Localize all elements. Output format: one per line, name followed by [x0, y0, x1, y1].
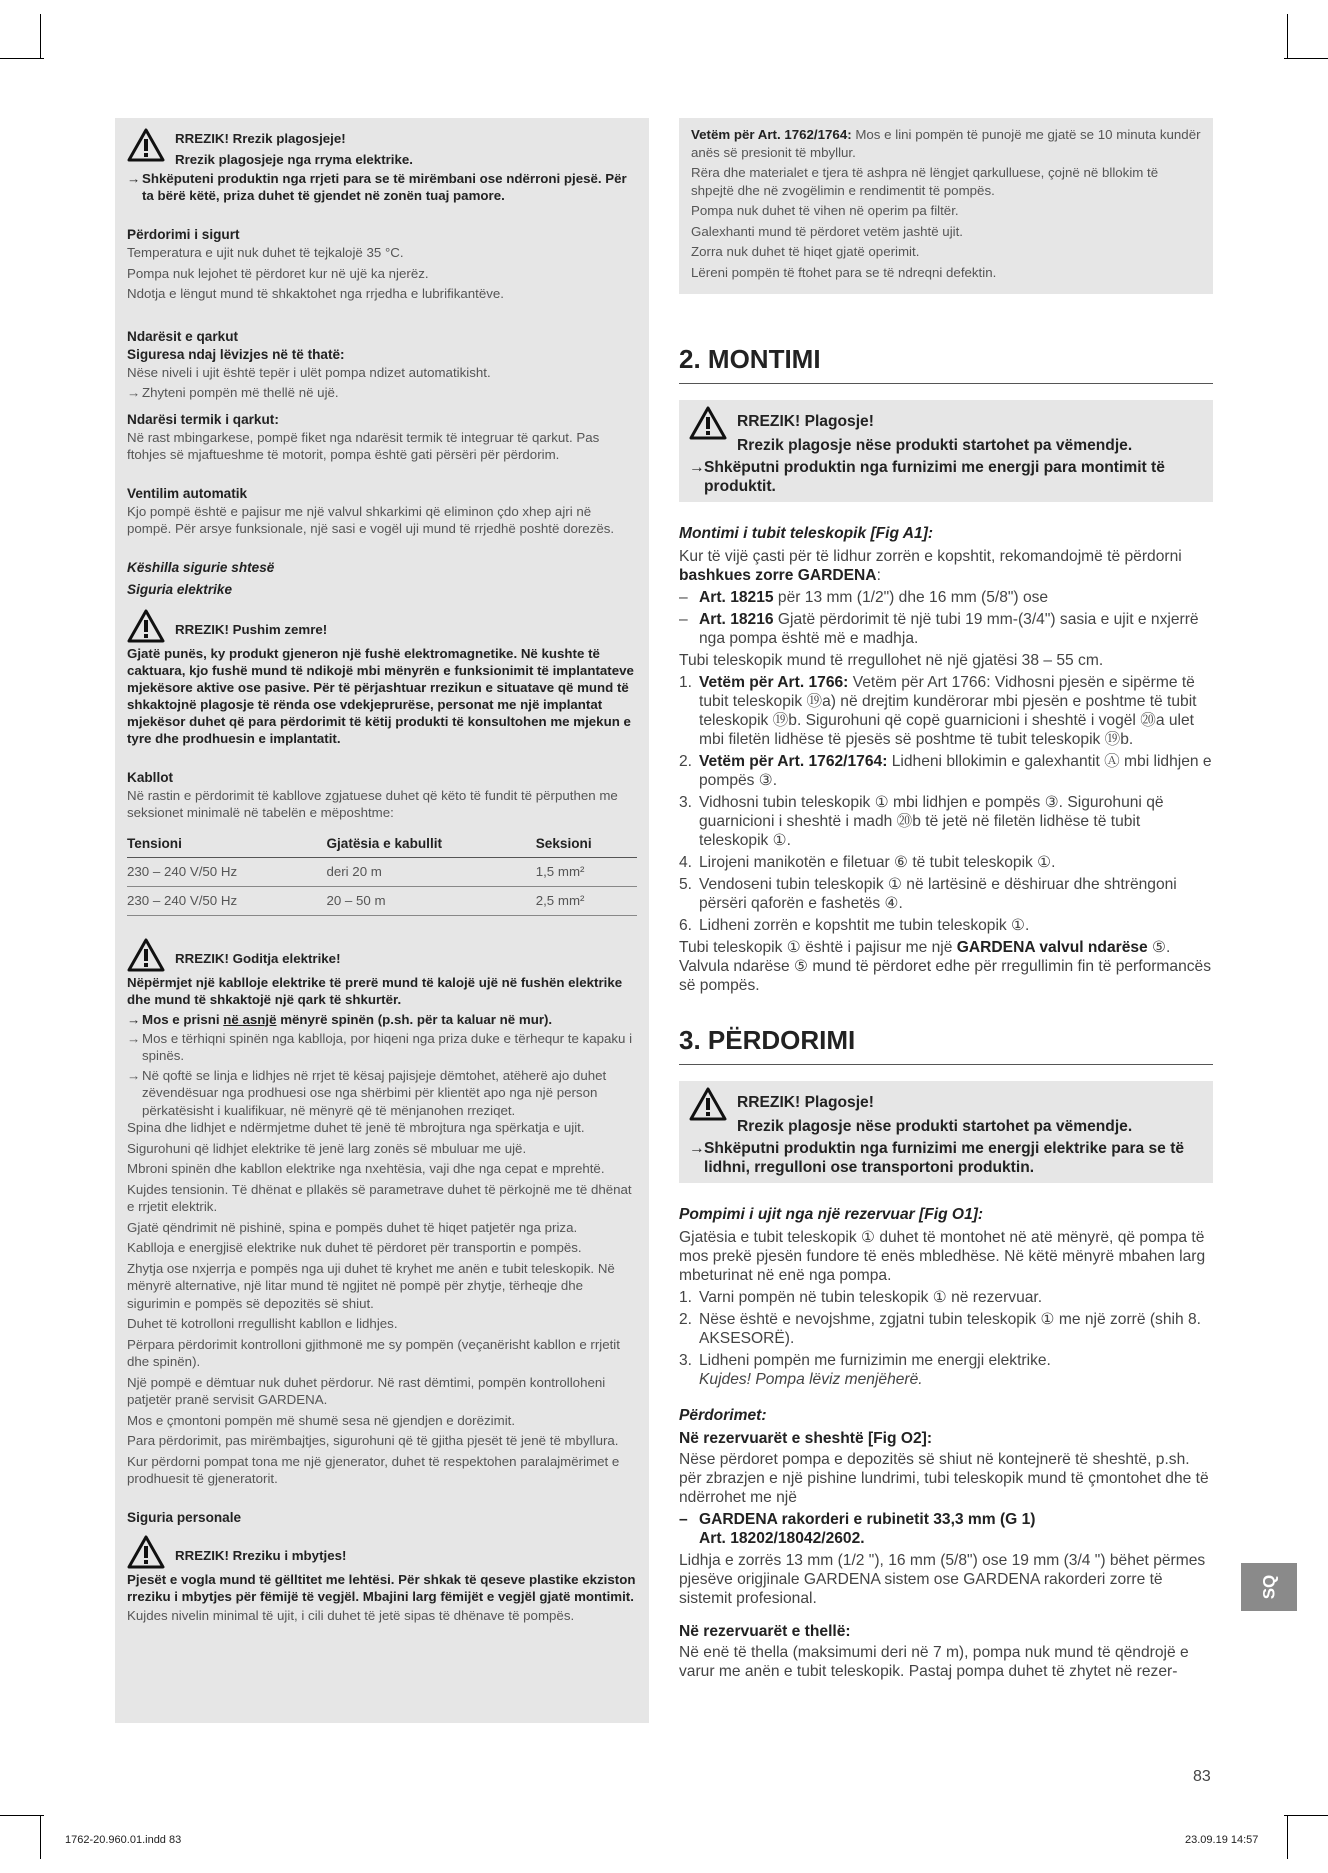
- table-header: Gjatësia e kabullit: [326, 830, 535, 858]
- table-cell: 230 – 240 V/50 Hz: [127, 886, 326, 915]
- warning-action: → Shkëputni produktin nga furnizimi me energji para montimit të produktit.: [689, 459, 1165, 495]
- warning-block: [127, 609, 637, 643]
- text-paragraph: Kjo pompë është e pajisur me një valvul shkarkimi që eliminon çdo xhep ajri në pompë. Për arsye funksionale, një sasi e vogël uji mund të rrjedhë poshtë dorezës.: [127, 503, 615, 536]
- arrow-icon: →: [127, 171, 141, 186]
- warning-action: → Mos e prisni në asnjë mënyrë spinën (p.sh. për ta kaluar në mur).: [127, 1011, 553, 1027]
- list-item: 3. Lidheni pompën me furnizimin me energji elektrike. Kujdes! Pompa lëviz menjëherë.: [679, 1352, 1051, 1388]
- text-line: Zorra nuk duhet të hiqet gjatë operimit.: [691, 244, 920, 259]
- sub-heading: Në rezervuarët e sheshtë [Fig O2]:: [679, 1430, 933, 1447]
- crop-mark: [1284, 58, 1328, 59]
- right-column: [679, 118, 1213, 1681]
- cable-table: [127, 830, 637, 916]
- rule-line: Spina dhe lidhjet e ndërmjetme duhet të jenë të mbrojtura nga spërkatja e ujit.: [127, 1120, 585, 1135]
- crop-mark: [1284, 1815, 1328, 1816]
- section-title: 2. MONTIMI: [679, 344, 1213, 384]
- table-header: Tensioni: [127, 830, 326, 858]
- rule-line: Sigurohuni që lidhjet elektrike të jenë larg zonës së mbuluar me ujë.: [127, 1140, 527, 1156]
- table-header: Seksioni: [536, 830, 637, 858]
- warning-subtitle: Rrezik plagosje nëse produkti startohet pa vëmendje.: [737, 437, 1133, 454]
- crop-mark: [40, 1815, 41, 1859]
- text-paragraph: Tubi teleskopik ① është i pajisur me një GARDENA valvul ndarëse ⑤. Valvula ndarëse ⑤ mund të përdoret edhe për rregullimin fin të performancës së pompës.: [679, 939, 1212, 994]
- footer-file-name: 1762-20.960.01.indd 83: [65, 1834, 182, 1846]
- warning-triangle-icon: [689, 1087, 727, 1121]
- text-line: Ndotja e lëngut mund të shkaktohet nga rrjedha e lubrifikantëve.: [127, 286, 504, 301]
- warning-block: [127, 938, 637, 972]
- list-item: 1. Varni pompën në tubin teleskopik ① në rezervuar.: [679, 1289, 1043, 1306]
- crop-mark: [0, 58, 44, 59]
- crop-mark: [1287, 1815, 1288, 1859]
- rule-line: Përpara përdorimit kontrolloni gjithmonë me sy pompën (veçanërisht kabllon e rrjetit dhe spinën).: [127, 1336, 620, 1369]
- rule-line: Kablloja e energjisë elektrike nuk duhet të përdoret për transportin e pompës.: [127, 1240, 582, 1255]
- warning-title: RREZIK! Goditja elektrike!: [175, 950, 341, 966]
- warning-title: RREZIK! Rrezik plagosjeje!: [175, 131, 346, 146]
- notice-box: Vetëm për Art. 1762/1764: Mos e lini pompën të punojë me gjatë se 10 minuta kundër anës së presionit të mbyllur. Rëra dhe materialet e tjera të ashpra në lëngjet qarkulluese, çojnë në bllokim të shpejtë dhe në zvogëlimin e rendimentit të pompës. Pompa nuk duhet të vihen në operim pa filtër. Galexhanti mund të përdoret vetëm jashtë ujit. Zorra nuk duhet të hiqet gjatë operimit. Lëreni pompën të ftohet para se të ndreqni defektin.: [679, 118, 1213, 294]
- rule-line: Një pompë e dëmtuar nuk duhet përdorur. Në rast dëmtimi, pompën kontrolloheni patjetër pranë servisit GARDENA.: [127, 1374, 606, 1407]
- warning-triangle-icon: [689, 406, 727, 440]
- text-line: Rëra dhe materialet e tjera të ashpra në lëngjet qarkulluese, çojnë në bllokim të shpejtë dhe në zvogëlimin e rendimentit të pompës.: [691, 165, 1159, 198]
- text-paragraph: Në enë të thella (maksimumi deri në 7 m), pompa nuk mund të qëndrojë e varur me anën e tubit teleskopik. Pastaj pompa duhet të zhytet në rezer-: [679, 1644, 1189, 1680]
- section-heading: Siguria elektrike: [127, 581, 233, 597]
- warning-title: RREZIK! Plagosje!: [737, 1094, 874, 1111]
- text-line: Galexhanti mund të përdoret vetëm jashtë ujit.: [691, 223, 963, 239]
- sub-heading: Ndarësi termik i qarkut:: [127, 411, 279, 427]
- table-cell: 2,5 mm²: [536, 886, 637, 915]
- list-item: 5. Vendoseni tubin teleskopik ① në lartësinë e dëshiruar dhe shtrëngoni përsëri qaforën e fashetës ④.: [679, 876, 1177, 912]
- section-heading: Kabllot: [127, 769, 174, 785]
- list-item: – GARDENA rakorderi e rubinetit 33,3 mm (G 1) Art. 18202/18042/2602.: [679, 1511, 1036, 1547]
- rule-line: Kujdes tensionin. Të dhënat e pllakës së parametrave duhet të përkojnë me të dhënat e rrjetit elektrik.: [127, 1181, 632, 1214]
- list-item: – Art. 18215 për 13 mm (1/2") dhe 16 mm (5/8") ose: [679, 589, 1049, 606]
- table-cell: 1,5 mm²: [536, 857, 637, 886]
- text-line: Tubi teleskopik mund të rregullohet në një gjatësi 38 – 55 cm.: [679, 652, 1104, 669]
- sub-heading: Siguresa ndaj lëvizjes në të thatë:: [127, 346, 345, 362]
- warning-block: [127, 128, 637, 168]
- section-heading: Siguria personale: [127, 1509, 242, 1525]
- section-heading: Përdorimi i sigurt: [127, 227, 240, 242]
- warning-text: Pjesët e vogla mund të gëlltitet me lehtësi. Për shkak të qeseve plastike ekziston rreziku i mbytjes për fëmijë të vegjël. Mbajini larg fëmijët e vegjël gjatë montimit.: [127, 1571, 636, 1604]
- sub-heading: Pompimi i ujit nga një rezervuar [Fig O1]:: [679, 1206, 984, 1223]
- text-line: Nëse niveli i ujit është tepër i ulët pompa ndizet automatikisht.: [127, 364, 491, 380]
- text-line: Lëreni pompën të ftohet para se të ndreqni defektin.: [691, 264, 997, 280]
- text-line: Temperatura e ujit nuk duhet të tejkalojë 35 °C.: [127, 245, 404, 260]
- sub-heading: Montimi i tubit teleskopik [Fig A1]:: [679, 525, 934, 542]
- table-row: [127, 886, 637, 915]
- rule-line: Kur përdorni pompat tona me një gjenerator, duhet të respektohen paralajmërimet e prodhuesit të gjeneratorit.: [127, 1453, 620, 1486]
- section-heading: Ventilim automatik: [127, 485, 248, 501]
- table-cell: deri 20 m: [326, 857, 535, 886]
- rule-line: Gjatë qëndrimit në pishinë, spina e pompës duhet të hiqet patjetër nga priza.: [127, 1219, 578, 1235]
- text-paragraph: Kur të vijë çasti për të lidhur zorrën e kopshtit, rekomandojmë të përdorni bashkues zorre GARDENA:: [679, 548, 1182, 584]
- action-line: → Mos e tërhiqni spinën nga kablloja, por hiqeni nga priza duke e tërhequr te kapaku i spinës.: [127, 1030, 633, 1063]
- table-cell: 20 – 50 m: [326, 886, 535, 915]
- list-item: 6. Lidheni zorrën e kopshtit me tubin teleskopik ①.: [679, 917, 1030, 934]
- rule-line: Duhet të kotrolloni rregullisht kabllon e lidhjes.: [127, 1316, 398, 1331]
- warning-subtitle: Rrezik plagosjeje nga rryma elektrike.: [175, 152, 413, 167]
- rule-line: Mbroni spinën dhe kabllon elektrike nga nxehtësia, vaji dhe nga cepat e mprehtë.: [127, 1161, 605, 1176]
- text-line: Pompa nuk duhet të vihen në operim pa filtër.: [691, 203, 959, 218]
- warning-subtitle: Rrezik plagosje nëse produkti startohet pa vëmendje.: [737, 1118, 1133, 1135]
- text-line: Kujdes nivelin minimal të ujit, i cili duhet të jetë sipas të dhënave të pompës.: [127, 1607, 575, 1623]
- left-column-safety: [115, 118, 649, 1723]
- text-paragraph: Nëse përdoret pompa e depozitës së shiut në kontejnerë të sheshtë, p.sh. për zbrazjen e një pishine lundrimi, tubi teleskopik mund të çmontohet dhe të ndërrohet me një: [679, 1451, 1209, 1506]
- sub-heading: Në rezervuarët e thellë:: [679, 1623, 851, 1640]
- page-number: 83: [1193, 1768, 1211, 1785]
- crop-mark: [0, 1815, 44, 1816]
- list-item: 4. Lirojeni manikotën e filetuar ⑥ të tubit teleskopik ①.: [679, 854, 1056, 871]
- list-item: 1. Vetëm për Art. 1766: Vetëm për Art 1766: Vidhosni pjesën e sipërme të tubit teleskopik ⑲a) në drejtim kundërorar mbi pjesën e poshtme të tubit teleskopik ⑲b. Sigurohuni që copë guarnicioni i sheshtë i vogël ⑳a ulet mbi filetën lidhëse të pjesës së poshtme të tubit teleskopik ⑲b.: [679, 674, 1197, 748]
- warning-block: [679, 400, 1213, 502]
- warning-block: [127, 1535, 637, 1569]
- section-heading: Këshilla sigurie shtesë: [127, 559, 275, 575]
- crop-mark: [1287, 14, 1288, 58]
- warning-title: RREZIK! Rreziku i mbytjes!: [175, 1547, 347, 1563]
- section-title: 3. PËRDORIMI: [679, 1025, 1213, 1065]
- table-cell: 230 – 240 V/50 Hz: [127, 857, 326, 886]
- section-heading: Ndarësit e qarkut: [127, 328, 239, 344]
- table-row: [127, 857, 637, 886]
- language-tab: SQ: [1241, 1563, 1297, 1611]
- list-item: 2. Nëse është e nevojshme, zgjatni tubin teleskopik ① me një zorrë (shih 8. AKSESORË).: [679, 1311, 1201, 1347]
- text-paragraph: Gjatësia e tubit teleskopik ① duhet të montohet në atë mënyrë, që pompa të mos prekë pjesën fundore të enës mbledhëse. Në këtë mënyrë mbahen larg mbeturinat në enë nga pompa.: [679, 1229, 1206, 1284]
- action-line: → Zhyteni pompën më thellë në ujë.: [127, 385, 339, 400]
- text-paragraph: Në rastin e përdorimit të kabllove zgjatuese duhet që këto të fundit të përputhen me seksionet minimalë në tabelën e mëposhtme:: [127, 787, 618, 820]
- warning-text: Nëpërmjet një kablloje elektrike të prerë mund të kalojë ujë në fushën elektrike dhe mund të shkaktojë një qark të shkurtër.: [127, 974, 623, 1007]
- sub-heading: Përdorimet:: [679, 1407, 767, 1424]
- warning-triangle-icon: [127, 1535, 165, 1569]
- warning-block: [679, 1081, 1213, 1183]
- table-header-row: [127, 830, 637, 858]
- warning-triangle-icon: [127, 938, 165, 972]
- warning-action: → Shkëputni produktin nga furnizimi me energji elektrike para se të lidhni, rregulloni ose transportoni produktin.: [689, 1140, 1185, 1176]
- text-paragraph: Në rast mbingarkese, pompë fiket nga ndarësit termik të integruar të qarkut. Pas ftohjes së mjaftueshme të motorit, pompa është gati përsëri për përdorim.: [127, 429, 600, 462]
- crop-mark: [40, 14, 41, 58]
- rule-line: Zhytja ose nxjerrja e pompës nga uji duhet të kryhet me anën e tubit teleskopik. Në mënyrë alternative, një litar mund të ngjitet në pompë për zhytje, tërheqje dhe sigurimin e pompës së depozitës së shiut.: [127, 1260, 615, 1311]
- footer-timestamp: 23.09.19 14:57: [1185, 1834, 1259, 1846]
- warning-title: RREZIK! Plagosje!: [737, 413, 874, 430]
- list-item: 3. Vidhosni tubin teleskopik ① mbi lidhjen e pompës ③. Sigurohuni që guarnicioni i sheshtë i madh ⑳b të jetë në filetën lidhëse të tubit teleskopik ①.: [679, 794, 1164, 849]
- rule-line: Mos e çmontoni pompën më shumë sesa në gjendjen e dorëzimit.: [127, 1412, 516, 1428]
- text-paragraph: Lidhja e zorrës 13 mm (1/2 "), 16 mm (5/8") ose 19 mm (3/4 ") bëhet përmes pjesëve origjinale GARDENA sistem ose GARDENA rakorderi zorre të sistemit profesional.: [679, 1552, 1206, 1607]
- text-line: Pompa nuk lejohet të përdoret kur në ujë ka njerëz.: [127, 265, 429, 281]
- action-line: → Në qoftë se linja e lidhjes në rrjet të kësaj pajisjeje dëmtohet, atëherë ajo duhet zëvendësuar nga prodhuesi ose nga shërbimi për klientët apo nga një person përkatësisht i kualifikuar, në mënyrë që të mënjanohen rreziqet.: [127, 1067, 607, 1118]
- warning-text: Gjatë punës, ky produkt gjeneron një fushë elektromagnetike. Në kushte të caktuara, kjo fushë mund të ndikojë mbi mënyrën e funksionimit të implantateve mjekësore aktive ose pasive. Për të përjashtuar rrezikun e situatave që mund të shkaktojnë plagosje të rënda ose vdekjeprurëse, personat me një implantat mjekësor duhet që para përdorimit të këtij produkti të konsultohen me mjekun e tyre dhe prodhuesin e implantatit.: [127, 645, 634, 746]
- warning-title: RREZIK! Pushim zemre!: [175, 621, 328, 637]
- list-item: – Art. 18216 Gjatë përdorimit të një tubi 19 mm-(3/4") sasia e ujit e nxjerrë nga pompa është më e madhja.: [679, 611, 1199, 647]
- rule-line: Para përdorimit, pas mirëmbajtjes, sigurohuni që të gjitha pjesët të jenë të mbyllura.: [127, 1433, 619, 1448]
- warning-action: → Shkëputeni produktin nga rrjeti para se të mirëmbani ose ndërroni pjesë. Për ta bërë këtë, priza duhet të gjendet në zonën tuaj pamore.: [127, 171, 627, 203]
- warning-triangle-icon: [127, 609, 165, 643]
- list-item: 2. Vetëm për Art. 1762/1764: Lidheni bllokimin e galexhantit Ⓐ mbi lidhjen e pompës ③.: [679, 753, 1212, 789]
- warning-triangle-icon: [127, 128, 165, 162]
